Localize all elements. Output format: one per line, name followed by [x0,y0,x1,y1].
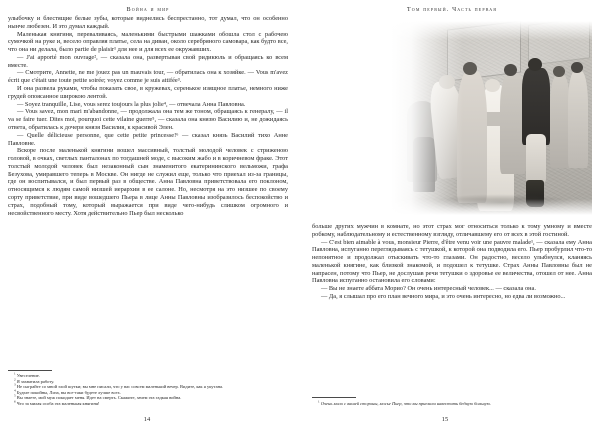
left-page-body [8,15,288,217]
running-head-left: Война и мир [126,6,170,13]
paragraph: — Soyez tranquille, Lise, vous serez toujours la plus jolie⁴, — отвечала Анна Павловна. [17,100,246,108]
footnote-marker: 3 [14,382,16,387]
footnote-marker: 1 [318,399,320,403]
footnote-text: Вы знаете, мой муж покидает меня. Идет на смерть. Скажите, зачем эта гадкая война. [16,395,182,400]
footnote-text: Я захватила работу. [16,378,55,384]
page-number-right: 15 [441,416,449,423]
footnotes-left [8,370,288,407]
paragraph: улыбочку и блестящие белые зубы, которые виднелись беспрестанно, тот думал, что он особенно нынче любезен. И это думал каждый. [8,15,288,30]
footnote-marker: 1 [14,371,16,376]
footnote-marker: 2 [14,377,16,381]
paragraph: И она развела руками, чтобы показать свое, в кружевах, серенькое изящное платье, немного ниже грудей опоясанное широкою лентой. [8,85,288,100]
footnote-text: Что за милая особа эта маленькая княгиня! [16,400,100,406]
paragraph: больше других мужчин в комнате, но этот страх мог относиться только к тому умному и вместе робкому, наблюдательному и естественному взгляду, отличавшему его от всех в этой гостиной. [312,223,592,238]
footnotes-right [312,397,592,406]
footnote-text: Не сыграйте со мной злой шутки; вы мне писали, что у вас совсем маленький вечер. Видите, как я укутана. [16,384,224,389]
paragraph: Вскоре после маленькой княгини вошел массивный, толстый молодой человек с стриженою головой, в очках, светлых панталонах по тогдашней моде, с высоким жабо и в коричневом фраке. Этот толстый молодой человек был незаконный сын знаменитого екатерининского вельможи, графа Безухова, умиравшего теперь в Москве. Он нигде не служил еще, только что приехал из-за границы, где он воспитывался, и был первый раз в обществе. Анна Павловна приветствовала его поклоном, относящимся к людям самой низшей иерархии в ее салоне. Но, несмотря на это низшее по своему сорту приветствие, при виде вошедшего Пьера в лице Анны Павловны изобразилось беспокойство и страх, подобный тому, который выражается при виде чего-нибудь слишком огромного и несвойственного месту. Хотя действительно Пьер был несколько [8,147,288,217]
paragraph: — Да, я слышал про его план вечного мира, и это очень интересно, но едва ли возможно... [321,293,566,301]
footnote-text: Очень мило с вашей стороны, мосье Пьер, что вы приехали навестить бедную больную. [320,400,492,406]
footnote-rule [312,397,356,398]
footnote-item [8,401,288,407]
footnote-marker: 6 [14,399,16,403]
paragraph: — Смотрите, Annette, ne me jouez pas un mauvais tour, — обратилась она к хозяйке. — Vous m'avez écrit que c'était une toute petite soirée; voyez comme je suis attifée³. [8,69,288,85]
footnote-text: Увеселение. [16,373,40,378]
paragraph: — Вы не знаете аббата Морио? Он очень интересный человек... — сказала она. [321,285,536,293]
right-page-body [312,223,592,301]
paragraph: — J'ai apporté mon ouvrage², — сказала она, развертывая свой ридикюль и обращаясь ко всем вместе. [8,53,288,69]
page-number-left: 14 [143,416,151,423]
salon-scene-illustration [391,21,592,215]
head-shape [485,79,499,92]
head-shape [553,66,565,78]
footnote-marker: 5 [14,393,16,398]
footnote-rule [8,370,52,371]
illustration-bottom-fade [391,199,592,215]
paragraph: — Quelle délicieuse personne, que cette petite princesse!⁶ — сказал князь Василий тихо Анне Павловне. [8,131,288,147]
head-shape [504,64,517,77]
footnote-text: Будьте покойны, Лиза, вы все-таки будете лучше всех. [16,389,121,395]
head-shape [528,58,542,72]
paragraph: — Vous savez, mon mari m'abandonne, — продолжала она тем же тоном, обращаясь к генералу, — il va se faire tuer. Dites moi, pourquoi cette vilaine guerre⁵, — сказала она князю Василию и, не дожидаясь ответа, обратилась к дочери князя Василия, к красивой Элен. [8,108,288,131]
background-figure-shape [550,75,570,168]
illustration-top-fade [391,21,592,40]
background-figure-shape [568,71,588,168]
running-head-right: Том первый. Часть первая [406,6,498,13]
paragraph: — C'est bien aimable à vous, monsieur Pierre, d'être venu voir une pauvre malade¹, — сказала ему Анна Павловна, испуганно переглядываясь с тетушкой, к которой она подводила его. Пьер пробурлил что-то непонятное и продолжал отыскивать что-то глазами. Он радостно, весело улыбнулся, кланяясь маленькой княгине, как близкой знакомой, и подошел к тетушке. Страх Анны Павловны был не напрасен, потому что Пьер, не дослушав речи тетушки о здоровье ее величества, отошел от нее. Анна Павловна испуганно остановила его словами: [312,238,592,285]
illustration-left-fade [391,21,463,215]
footnote-item [312,401,592,407]
gentleman-breeches-shape [526,134,546,184]
paragraph: Маленькая княгиня, переваливаясь, маленькими быстрыми шажками обошла стол с рабочею сумочкой на руке и, весело оправляя платье, села на диван, около серебряного самовара, как будто все, что она ни делала, было partie de plaisir¹ для нее и для всех ее окружавших. [8,30,288,54]
page-right [300,0,600,428]
footnote-marker: 4 [14,388,16,392]
